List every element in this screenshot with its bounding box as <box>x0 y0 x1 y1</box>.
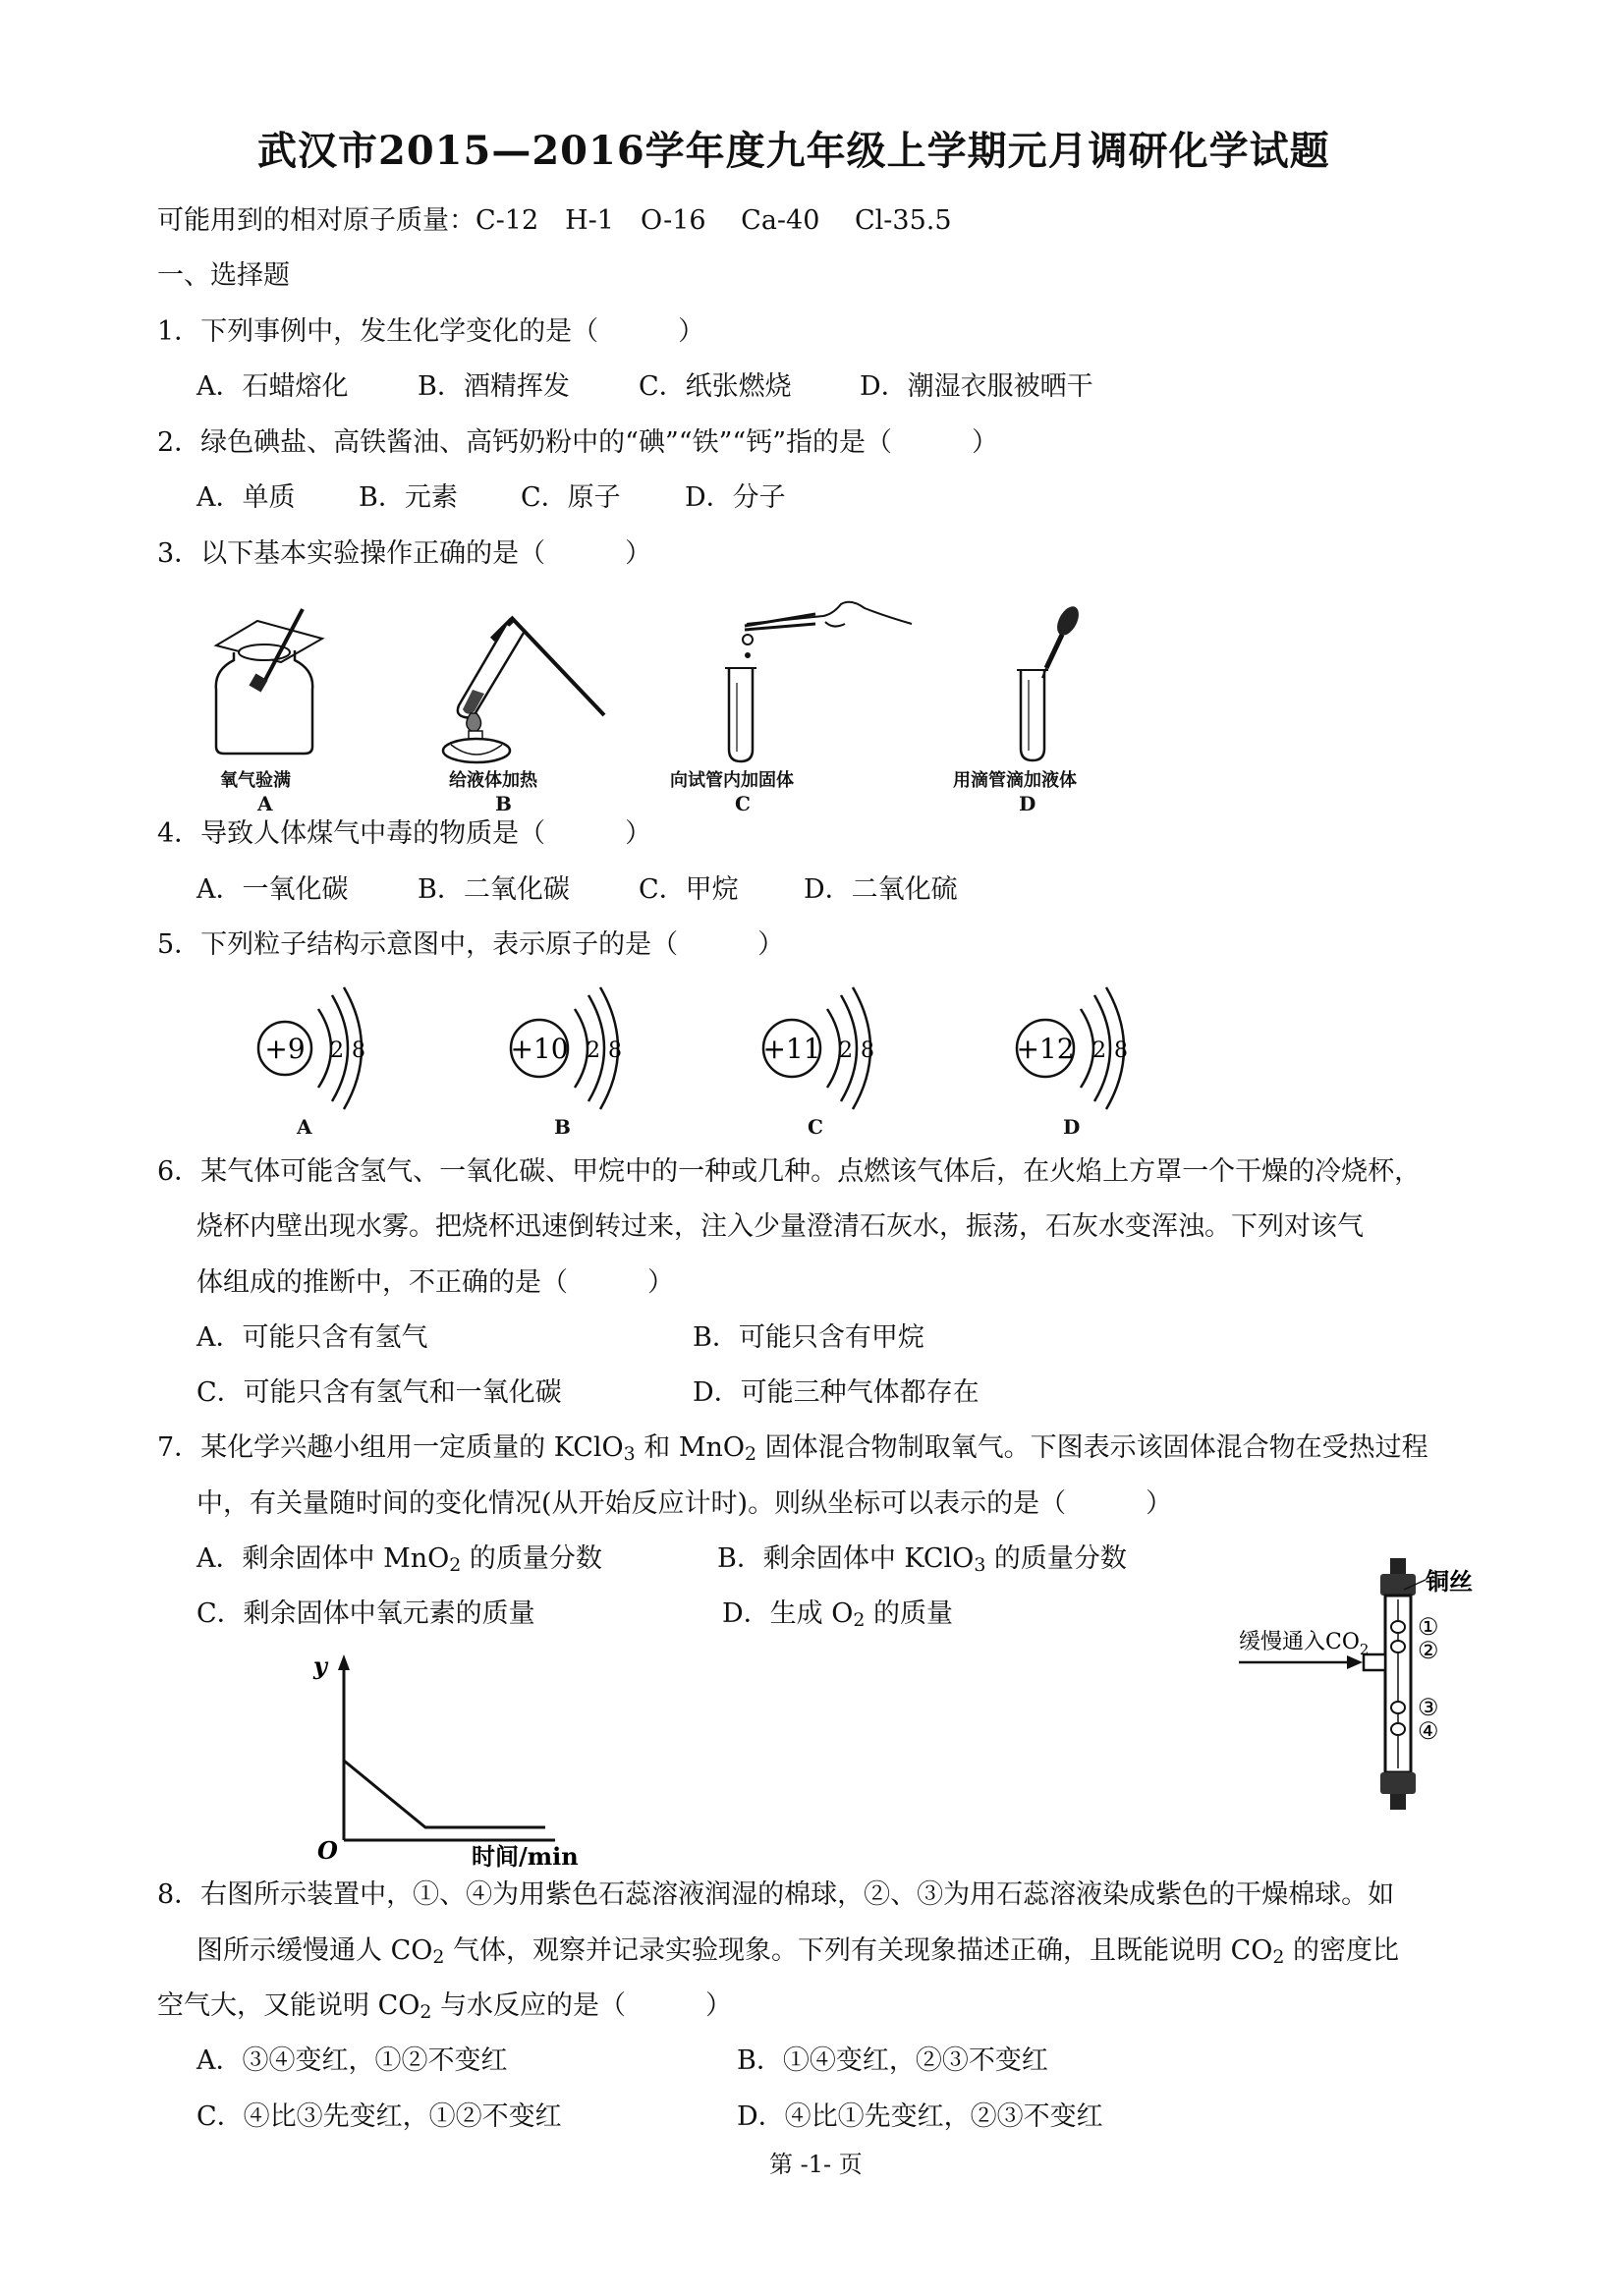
q1-option-c: C．纸张燃烧 <box>639 371 792 402</box>
graph-origin: O <box>317 1836 338 1865</box>
ball-label-2: ② <box>1418 1637 1439 1664</box>
q3-stem: 3．以下基本实验操作正确的是（ ） <box>157 538 652 569</box>
page-title: 武汉市2015—2016学年度九年级上学期元月调研化学试题 <box>257 128 1330 174</box>
q7-graph <box>309 1651 594 1871</box>
q1-option-d: D．潮湿衣服被晒干 <box>860 371 1093 402</box>
q7-option-c: C．剩余固体中氧元素的质量 <box>196 1598 535 1629</box>
figure-c-letter: C <box>735 792 751 815</box>
atom-diagram-a <box>253 982 371 1115</box>
q2-option-b: B．元素 <box>359 482 458 513</box>
q2-stem: 2．绿色碘盐、高铁酱油、高钙奶粉中的“碘”“铁”“钙”指的是（ ） <box>157 427 998 458</box>
q7-option-d: D．生成 $O_2$ 的质量 <box>722 1598 953 1631</box>
co2-inlet-label: 缓慢通入$CO_2$ <box>1239 1630 1370 1658</box>
svg-text:8: 8 <box>608 1038 622 1063</box>
q6-option-a: A．可能只含有氢气 <box>196 1322 428 1353</box>
section-heading: 一、选择题 <box>157 260 290 291</box>
atom-d-letter: D <box>1063 1115 1081 1139</box>
co2-apparatus <box>1233 1552 1488 1818</box>
q7-line-1: 7．某化学兴趣小组用一定质量的 KClO$_3$ 和 MnO$_2$ 固体混合物制取氧气。下图表示该固体混合物在受热过程 <box>157 1432 1428 1465</box>
q4-option-d: D．二氧化硫 <box>804 874 958 905</box>
figure-c-add-solid <box>717 594 914 766</box>
q7-option-b: B．剩余固体中 KClO$_3$ 的质量分数 <box>717 1543 1127 1576</box>
svg-text:8: 8 <box>861 1038 874 1063</box>
q6-line-1: 6．某气体可能含氢气、一氧化碳、甲烷中的一种或几种。点燃该气体后，在火焰上方罩一个干燥的冷烧杯， <box>157 1156 1422 1187</box>
svg-text:2: 2 <box>839 1038 853 1063</box>
atom-diagram-d <box>1012 982 1130 1115</box>
svg-text:+9: +9 <box>264 1033 306 1065</box>
svg-text:8: 8 <box>1114 1038 1128 1063</box>
q5-stem: 5．下列粒子结构示意图中，表示原子的是（ ） <box>157 929 785 960</box>
q1-stem: 1．下列事例中，发生化学变化的是（ ） <box>157 316 705 347</box>
atom-diagram-c <box>758 982 876 1115</box>
q6-option-c: C．可能只含有氢气和一氧化碳 <box>196 1377 562 1408</box>
q8-option-d: D．④比①先变红，②③不变红 <box>737 2101 1103 2132</box>
q8-option-a: A．③④变红，①②不变红 <box>196 2045 508 2076</box>
graph-y-label: y <box>313 1652 327 1680</box>
q4-option-c: C．甲烷 <box>639 874 739 905</box>
q4-option-b: B．二氧化碳 <box>418 874 570 905</box>
figure-b-caption: 给液体加热 <box>449 770 537 791</box>
q2-option-d: D．分子 <box>685 482 786 513</box>
q6-line-3: 体组成的推断中，不正确的是（ ） <box>196 1267 674 1298</box>
q8-line-2: 图所示缓慢通人 $CO_2$ 气体，观察并记录实验现象。下列有关现象描述正确，且既能说明 $CO_2$ 的密度比 <box>196 1935 1400 1968</box>
figure-d-dropper <box>1007 601 1105 763</box>
ball-label-4: ④ <box>1418 1717 1439 1745</box>
atom-c-letter: C <box>808 1115 823 1139</box>
atom-diagram-b <box>506 982 624 1115</box>
figure-d-letter: D <box>1019 792 1036 815</box>
q6-option-d: D．可能三种气体都存在 <box>693 1377 979 1408</box>
q8-line-3: 空气大，又能说明 $CO_2$ 与水反应的是（ ） <box>157 1990 733 2023</box>
q8-option-c: C．④比③先变红，①②不变红 <box>196 2101 562 2132</box>
svg-text:+11: +11 <box>762 1033 821 1065</box>
figure-c-caption: 向试管内加固体 <box>670 770 794 791</box>
q1-option-a: A．石蜡熔化 <box>196 371 349 402</box>
svg-text:2: 2 <box>587 1038 600 1063</box>
q8-line-1: 8．右图所示装置中，①、④为用紫色石蕊溶液润湿的棉球，②、③为用石蕊溶液染成紫色的干燥棉球。如 <box>157 1879 1395 1910</box>
figure-a-oxygen-test <box>206 601 324 758</box>
svg-text:2: 2 <box>1092 1038 1106 1063</box>
atomic-masses: 可能用到的相对原子质量：C-12 H-1 O-16 Ca-40 Cl-35.5 <box>157 205 952 236</box>
figure-a-letter: A <box>257 792 273 815</box>
svg-text:+10: +10 <box>510 1033 569 1065</box>
copper-wire-label: 铜丝 <box>1426 1567 1473 1596</box>
ball-label-3: ③ <box>1418 1694 1439 1721</box>
svg-text:8: 8 <box>352 1038 365 1063</box>
q6-line-2: 烧杯内壁出现水雾。把烧杯迅速倒转过来，注入少量澄清石灰水，振荡，石灰水变浑浊。下列对该气 <box>196 1211 1364 1242</box>
q1-option-b: B．酒精挥发 <box>418 371 570 402</box>
ball-label-1: ① <box>1418 1613 1439 1641</box>
graph-x-label: 时间/min <box>472 1842 579 1871</box>
atom-a-letter: A <box>297 1115 312 1139</box>
q4-option-a: A．一氧化碳 <box>196 874 349 905</box>
figure-b-letter: B <box>495 792 512 815</box>
figure-b-heating-liquid <box>437 607 614 764</box>
svg-text:2: 2 <box>330 1038 344 1063</box>
figure-a-caption: 氧气验满 <box>220 770 291 791</box>
atom-b-letter: B <box>554 1115 571 1139</box>
q6-option-b: B．可能只含有甲烷 <box>693 1322 924 1353</box>
q2-option-a: A．单质 <box>196 482 296 513</box>
q8-option-b: B．①④变红，②③不变红 <box>737 2045 1048 2076</box>
figure-d-caption: 用滴管滴加液体 <box>953 770 1077 791</box>
svg-text:+12: +12 <box>1016 1033 1075 1065</box>
q7-line-2: 中，有关量随时间的变化情况(从开始反应计时)。则纵坐标可以表示的是（ ） <box>196 1488 1173 1519</box>
page-footer: 第 -1- 页 <box>769 2151 863 2178</box>
q7-option-a: A．剩余固体中 MnO$_2$ 的质量分数 <box>196 1543 602 1576</box>
q4-stem: 4．导致人体煤气中毒的物质是（ ） <box>157 818 652 849</box>
q2-option-c: C．原子 <box>521 482 621 513</box>
